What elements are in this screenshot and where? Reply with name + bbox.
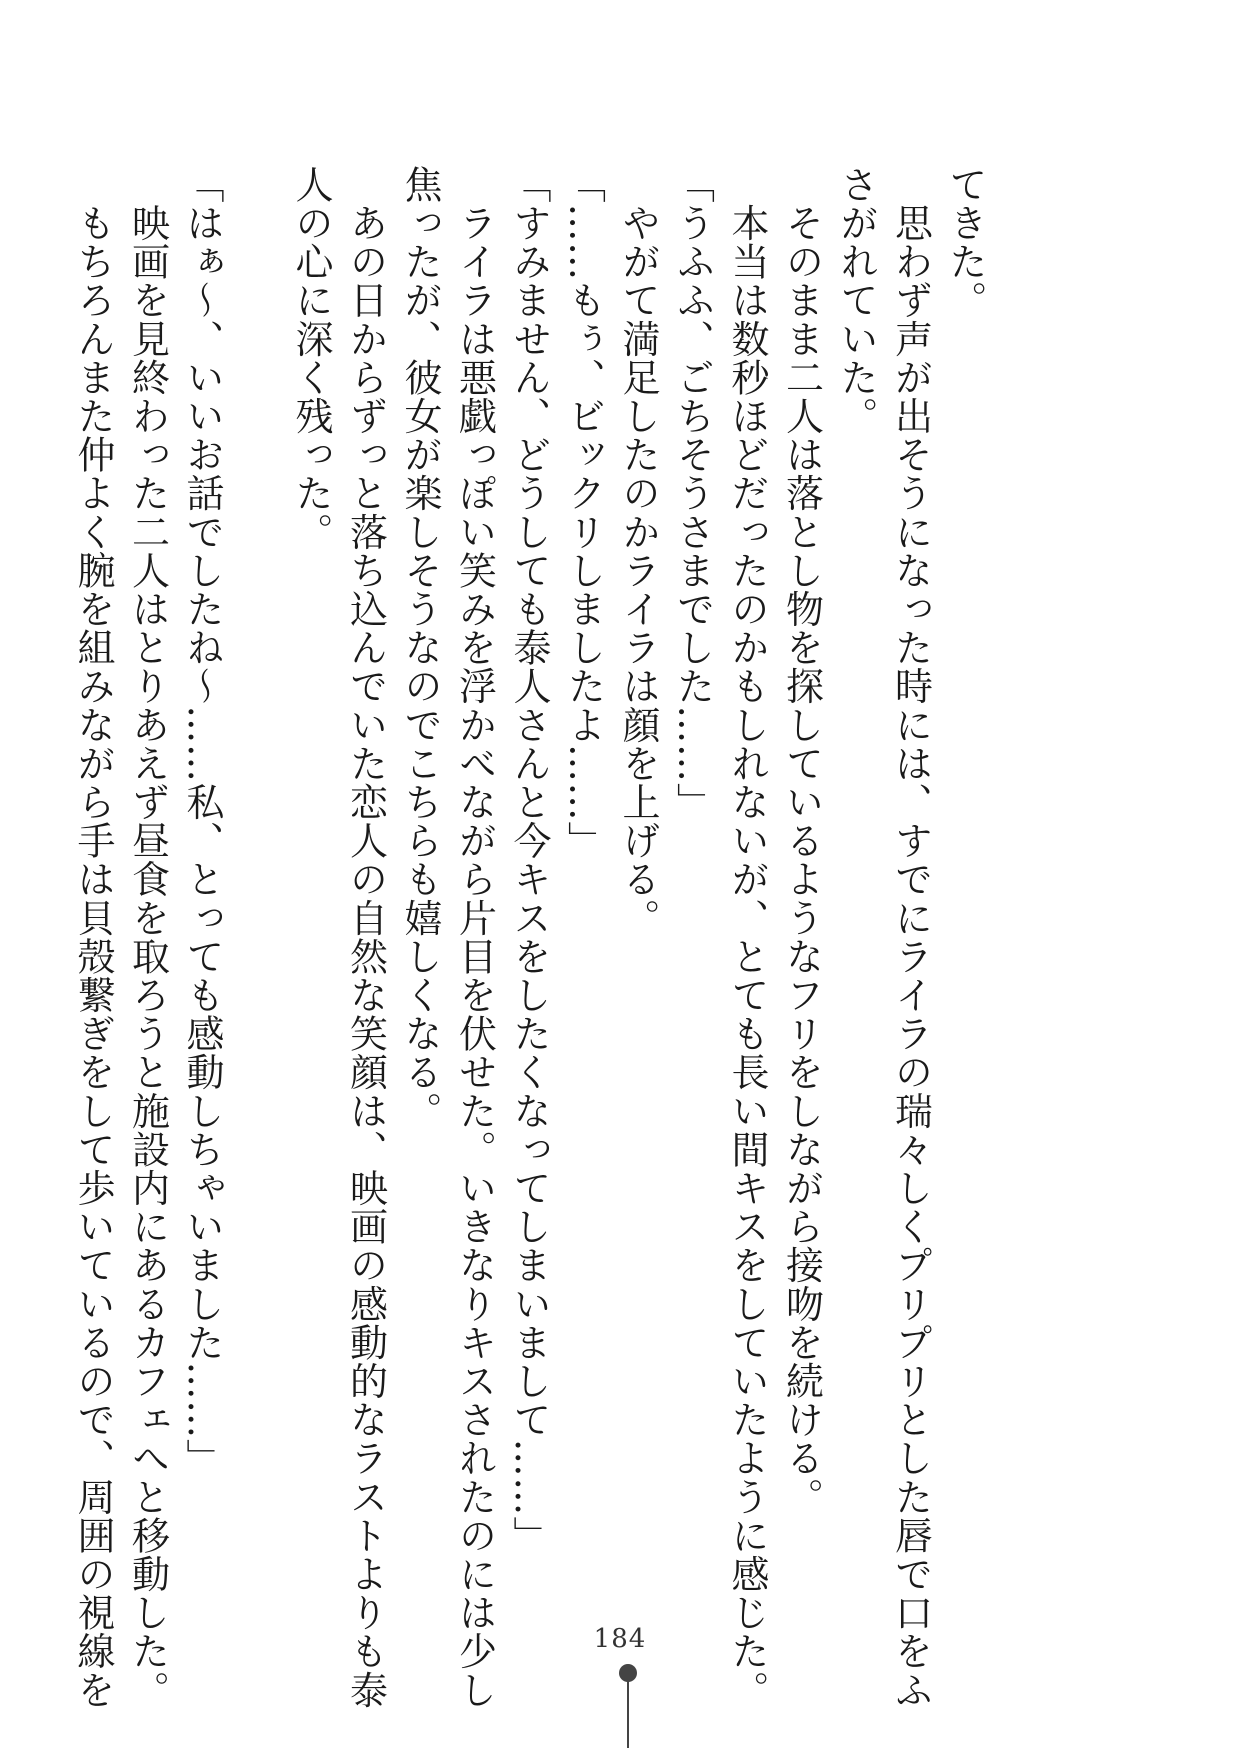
text-line: 「……もぅ、ビックリしましたよ……」 xyxy=(561,165,606,860)
text-line: あの日からずっと落ち込んでいた恋人の自然な笑顔は、映画の感動的なラストよりも泰 xyxy=(343,165,388,1709)
text-line: 本当は数秒ほどだったのかもしれないが、とても長い間キスをしていたように感じた。 xyxy=(725,165,769,1709)
text-line: さがれていた。 xyxy=(834,165,878,436)
page-number: 184 xyxy=(593,1624,647,1654)
text-line: ライラは悪戯っぽい笑みを浮かべながら片目を伏せた。いきなりキスされたのには少し xyxy=(452,165,497,1709)
text-line: 人の心に深く残った。 xyxy=(289,165,333,551)
text-line: 「うふふ、ごちそうさまでした……」 xyxy=(670,165,715,822)
text-line: 映画を見終わった二人はとりあえず昼食を取ろうと施設内にあるカフェへと移動した。 xyxy=(125,165,170,1709)
page-ornament-line xyxy=(627,1680,629,1748)
text-line: 焦ったが、彼女が楽しそうなのでこちらも嬉しくなる。 xyxy=(398,165,442,1130)
text-line: もちろんまた仲よく腕を組みながら手は貝殻繋ぎをして歩いているので、周囲の視線を xyxy=(71,165,115,1709)
text-line: てきた。 xyxy=(943,165,987,320)
blank-line xyxy=(229,165,284,1585)
text-line: 「すみません、どうしても泰人さんと今キスをしたくなってしまいまして……」 xyxy=(507,165,551,1555)
text-line: やがて満足したのかライラは顔を上げる。 xyxy=(616,165,660,937)
text-line: そのまま二人は落とし物を探しているようなフリをしながら接吻を続ける。 xyxy=(779,165,824,1516)
text-line: 「はぁ～、いいお話でしたね～……私、とっても感動しちゃいました……」 xyxy=(180,165,224,1478)
text-line: 思わず声が出そうになった時には、すでにライラの瑞々しくプリプリとした唇で口をふ xyxy=(888,165,933,1709)
